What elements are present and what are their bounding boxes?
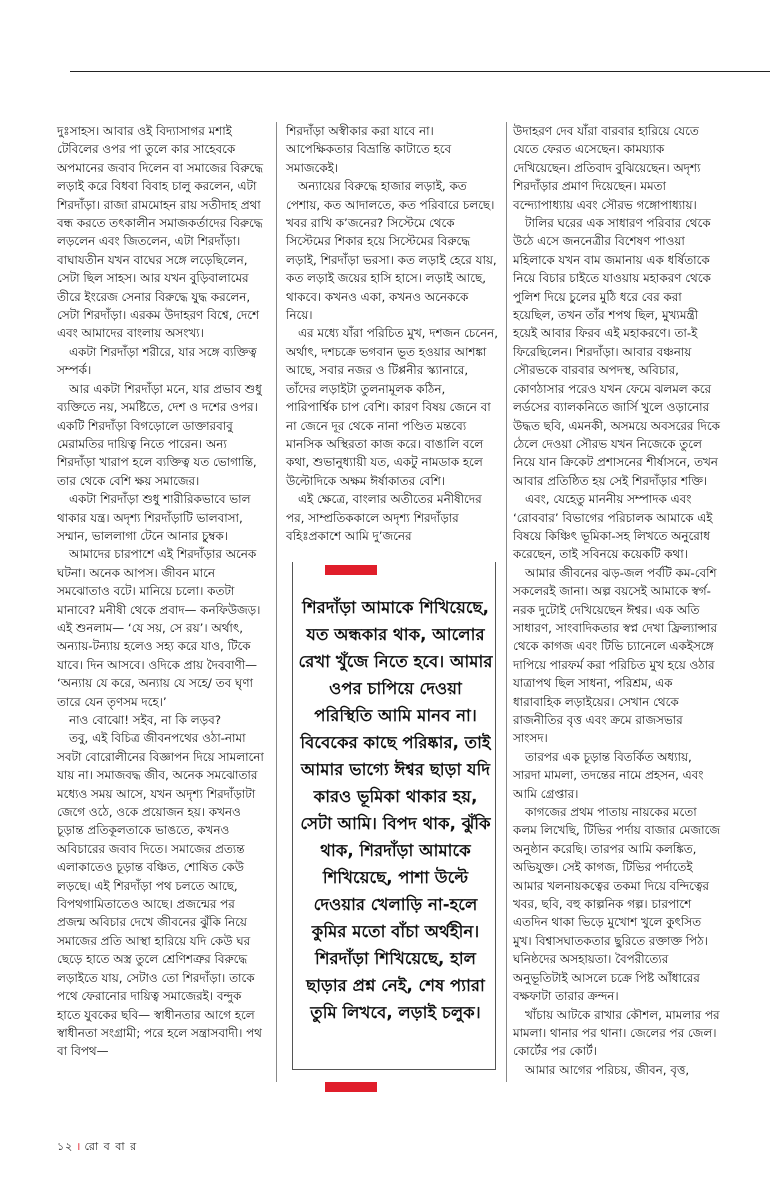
footer-separator: । [76,1140,82,1153]
header-rule [70,71,770,72]
column-divider [276,122,277,1082]
section-name: রো ব বা র [84,1140,138,1153]
pull-quote-text: শিরদাঁড়া আমাকে শিখিয়েছে, যত অন্ধকার থাক, আলোর রেখা খুঁজে নিতে হবে। আমার ওপর চাপিয়ে দেওয়া পরিস্থিতি আমি মানব না। বিবেকের কাছে পরিষ্কার, তাই আমার ভাগ্যে ঈশ্বর ছাড়া যদি কারও ভূমিকা থাকার হয়, সেটা আমি। বিপদ থাক, ঝুঁকি থাক, শিরদাঁড়া আমাকে শিখিয়েছে, পাশা উল্টে দেওয়ার খেলাড়ি না-হলে কুমির মতো বাঁচা অর্থহীন। শিরদাঁড়া শিখিয়েছে, হাল ছাড়ার প্রশ্ন নেই, শেষ প্যারা তুমি লিখবে, লড়াই চলুক। [298,598,493,1022]
paragraph: একটা শিরদাঁড়া শরীরে, যার সঙ্গে ব্যক্তিত্ব সম্পর্ক। [57,344,257,378]
paragraph: তারপর এক চূড়ান্ত বিতর্কিত অধ্যায়, সারদা মামলা, তদন্তের নামে প্রহসন, এবং আমি গ্রেপ্তার। [513,749,704,801]
paragraph: নাও বোঝো! সইব, না কি লড়ব? [69,713,222,727]
page-number: ১২ [57,1140,74,1153]
paragraph: তবু, এই বিচিত্র জীবনপথের ওঠা-নামা সবটা বোরোলীনের বিজ্ঞাপন দিয়ে সামলানো যায় না। সমাজবদ্ধ জীব, অনেক সমঝোতার মধ্যেও সময় আসে, যখন অদৃশ্য শিরদাঁড়াটা জেগে ওঠে, ওকে প্রয়োজন হয়। কখনও চূড়ান্ত প্রতিকূলতাকে ভাঙতে, কখনও অবিচারের জবাব দিতে। সমাজের প্রত্যন্ত এলাকাতেও চূড়ান্ত বঞ্চিত, শোষিত কেউ লড়ছে। এই শিরদাঁড়া পথ চলতে আছে, বিপথগামিতাতেও আছে। প্রজন্মের পর প্রজন্ম অবিচার দেখে জীবনের ঝুঁকি নিয়ে সমাজের প্রতি আস্থা হারিয়ে যদি কেউ ঘর ছেড়ে হাতে অস্ত্র তুলে শ্রেণিশত্রুর বিরুদ্ধে লড়াইতে যায়, সেটাও তো শিরদাঁড়া। তাকে পথে ফেরানোর দায়িত্ব সমাজেরই। বন্দুক হাতে যুবকের ছবি— স্বাধীনতার আগে হলে স্বাধীনতা সংগ্রামী; পরে হলে সন্ত্রাসবাদী। পথ বা বিপথ— [57,731,264,1059]
column-divider [506,122,507,1082]
paragraph: আমার জীবনের ঝড়-জল পর্বটি কম-বেশি সকলেরই জানা। অল্প বয়সেই আমাকে স্বর্গ-নরক দুটোই দেখিয়েছেন ঈশ্বর। এক অতি সাধারণ, সাংবাদিকতার স্বপ্ন দেখা ফ্রিল্যান্সার থেকে কাগজ এবং টিভি চ্যানেলে একইসঙ্গে দাপিয়ে পারফর্ম করা পরিচিত মুখ হয়ে ওঠার যাত্রাপথ ছিল সাধনা, পরিশ্রম, এক ধারাবাহিক লড়াইয়ের। সেখান থেকে রাজনীতির বৃত্ত এবং ক্রমে রাজসভার সাংসদ। [513,565,718,746]
pull-quote-accent-bar-bottom [325,1082,377,1092]
article-column-1 [57,122,264,1061]
paragraph: আর একটা শিরদাঁড়া মনে, যার প্রভাব শুধু ব্যক্তিতে নয়, সমষ্টিতে, দেশ ও দশের ওপর। একটি শিরদাঁড়া বিগড়োলে ডাক্তারবাবু মেরামতির দায়িত্ব নিতে পারেন। অন্য শিরদাঁড়া খারাপ হলে ব্যক্তিত্ব যত ভোগান্তি, তার থেকে বেশি ক্ষয় সমাজের। [57,381,262,488]
paragraph: আমাদের চারপাশে এই শিরদাঁড়ার অনেক ঘটনা। অনেক আপস। জীবন মানে সমঝোতাও বটে। মানিয়ে চলো। কতটা মানাবে? মনীষী থেকে প্রবাদ— কনফিউজড়। এই শুনলাম— ‘যে সয়, সে রয়’। অর্থাৎ, অন্যায়-টন্যায় হলেও সহ্য করে যাও, টিকে যাবে। দিন আসবে। ওদিকে প্রায় দৈববাণী— ‘অন্যায় যে করে, অন্যায় যে সহে/ তব ঘৃণা তারে যেন তৃণসম দহে।’ [57,547,261,709]
paragraph: এবং, যেহেতু মাননীয় সম্পাদক এবং ‘রোববার’ বিভাগের পরিচালক আমাকে এই বিষয়ে কিঞ্চিৎ ভূমিকা-সহ লিখতে অনুরোধ করেছেন, তাই সবিনয়ে কয়েকটি কথা। [513,492,713,562]
paragraph: দুঃসাহস। আবার ওই বিদ্যাসাগর মশাই টেবিলের ওপর পা তুলে কার সাহেবকে অপমানের জবাব দিলেন বা সমাজের বিরুদ্ধে লড়াই করে বিধবা বিবাহ চালু করলেন, এটা শিরদাঁড়া। রাজা রামমোহন রায় সতীদাহ প্রথা বন্ধ করতে তৎকালীন সমাজকর্তাদের বিরুদ্ধে লড়লেন এবং জিতলেন, এটা শিরদাঁড়া। বাঘাযতীন যখন বাঘের সঙ্গে লড়েছিলেন, সেটা ছিল সাহস। আর যখন বুড়িবালামের তীরে ইংরেজ সেনার বিরুদ্ধে যুদ্ধ করলেন, সেটা শিরদাঁড়া। এরকম উদাহরণ বিশ্বে, দেশে এবং আমাদের বাংলায় অসংখ্য। [57,124,264,341]
paragraph: আমার আগের পরিচয়, জীবন, বৃত্ত, [525,1062,690,1077]
article-column-2 [286,122,498,545]
paragraph: টালির ঘরের এক সাধারণ পরিবার থেকে উঠে এসে জননেত্রীর বিশেষণ পাওয়া মহিলাকে যখন বাম জমানায় এক ধর্ষিতাকে নিয়ে বিচার চাইতে যাওয়ায় মহাকরণ থেকে পুলিশ দিয়ে চুলের মুঠি ধরে বের করা হয়েছিল, তখন তাঁর শপথ ছিল, মুখ্যমন্ত্রী হয়েই আবার ফিরব এই মহাকরণে। তা-ই ফিরেছিলেন। শিরদাঁড়া। আবার বঞ্চনায় সৌরভকে বারবার অপদস্থ, অবিচার, কোণঠাসার পরেও যখন ফেমে ঝলমল করে লর্ডসের ব্যালকনিতে জার্সি খুলে ওড়ানোর উদ্ধত ছবি, এমনকী, অসময়ে অবসরের দিকে ঠেলে দেওয়া সৌরভ যখন নিজেকে তুলে নিয়ে যান ক্রিকেট প্রশাসনের শীর্ষাসনে, তখন আবার প্রতিষ্ঠিত হয় সেই শিরদাঁড়ার শক্তি। [513,216,720,488]
page-footer [57,1138,137,1157]
paragraph: খাঁচায় আটকে রাখার কৌশল, মামলার পর মামলা। থানার পর থানা। জেলের পর জেল। কোর্টের পর কোর্ট। [513,1007,720,1059]
paragraph: একটা শিরদাঁড়া শুধু শারীরিকভাবে ভাল থাকার যন্ত্র। অদৃশ্য শিরদাঁড়াটি ভালবাসা, সম্মান, ভাললাগা টেনে আনার চুম্বক। [57,492,251,543]
paragraph: শিরদাঁড়া অস্বীকার করা যাবে না। আপেক্ষিকতার বিভ্রান্তি কাটাতে হবে সমাজকেই। [286,124,452,175]
paragraph: উদাহরণ দেব যাঁরা বারবার হারিয়ে যেতে যেতে ফেরত এসেছেন। কাময্যাক দেখিয়েছেন। প্রতিবাদ বুঝিয়েছেন। অদৃশ্য শিরদাঁড়ার প্রমাণ দিয়েছেন। মমতা বন্দ্যোপাধ্যায় এবং সৌরভ গঙ্গোপাধ্যায়। [513,124,701,212]
paragraph: এর মধ্যে যাঁরা পরিচিত মুখ, দশজন চেনেন, অর্থাৎ, দশচক্রে ভগবান ভূত হওয়ার আশঙ্কা আছে, সবার নজর ও টিপ্পনীর স্ক্যানারে, তাঁদের লড়াইটা তুলনামূলক কঠিন, পারিপার্শ্বিক চাপ বেশি। কারণ বিষয় জেনে বা না জেনে দূর থেকে নানা পণ্ডিত মন্তব্যে মানসিক অস্থিরতা কাজ করে। বাঙালি বলে কথা, শুভানুধ্যায়ী যত, একটু নামডাক হলে উল্টোদিকে অক্ষম ঈর্ষাকাতর বেশি। [286,326,498,488]
paragraph: কাগজের প্রথম পাতায় নায়কের মতো কলম লিখেছি, টিভির পর্দায় বাজার মেজাজে অনুষ্ঠান করেছি। তারপর আমি কলঙ্কিত, অভিযুক্ত। সেই কাগজ, টিভির পর্দাতেই আমার খলনায়কত্বের তকমা দিয়ে বন্দিত্বের খবর, ছবি, বহু কাল্পনিক গল্প। চারপাশে এতদিন থাকা ভিড়ে মুখোশ খুলে কুৎসিত মুখ। বিশ্বাসঘাতকতার ছুরিতে রক্তাক্ত পিঠ। ঘনিষ্ঠদের অসহায়তা। বৈপরীত্যের অনুভূতিটাই আসলে চক্রে পিষ্ট আঁধারের বক্ষফাটা তারার ক্রন্দন। [513,805,720,1004]
paragraph: অন্যায়ের বিরুদ্ধে হাজার লড়াই, কত পেশায়, কত আদালতে, কত পরিবারে চলছে। খবর রাখি ক’জনের? সিস্টেমে থেকে সিস্টেমের শিকার হয়ে সিস্টেমের বিরুদ্ধে লড়াই, শিরদাঁড়া ভরসা। কত লড়াই হেরে যায়, কত লড়াই জয়ের হাসি হাসে। লড়াই আছে, থাকবে। কখনও একা, কখনও অনেককে নিয়ে। [286,179,497,323]
pull-quote-accent-bar-top [325,565,377,575]
paragraph: এই ক্ষেত্রে, বাংলার অতীতের মনীষীদের পর, সাম্প্রতিককালে অদৃশ্য শিরদাঁড়ার বহিঃপ্রকাশে আমি দু’জনের [286,492,482,543]
article-column-3 [513,122,720,1079]
